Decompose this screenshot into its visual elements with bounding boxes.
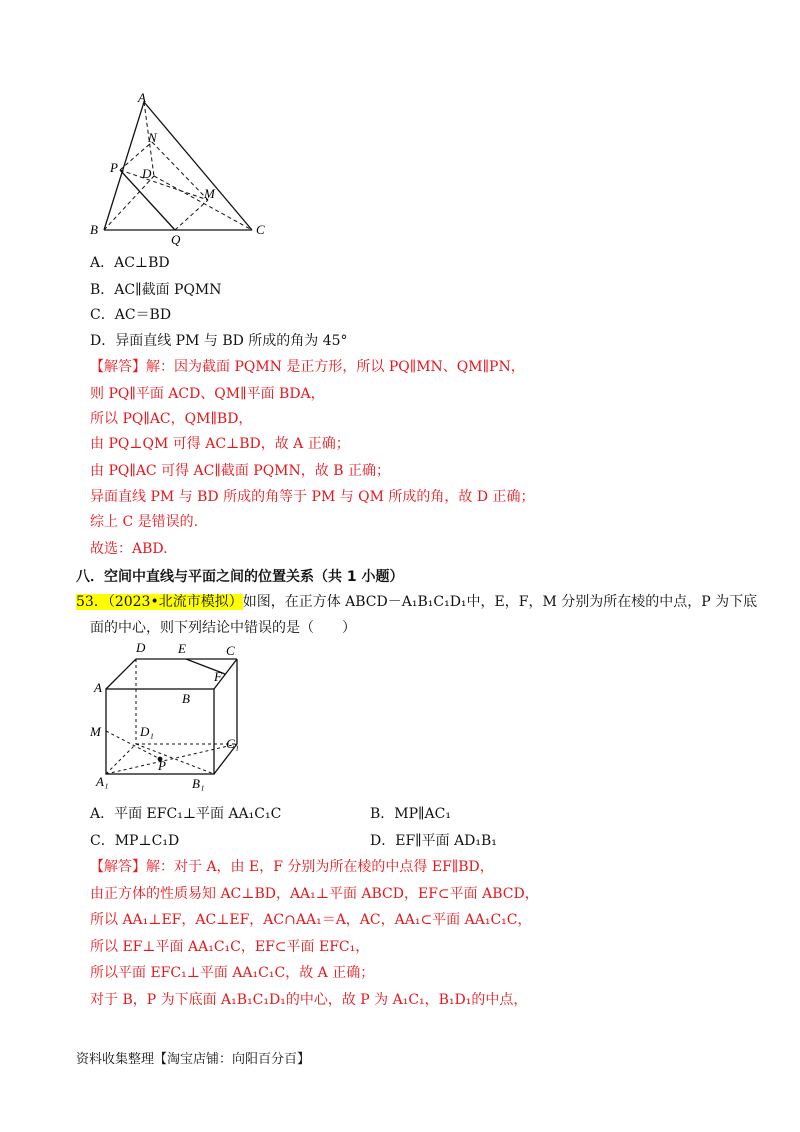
label-C: C <box>226 643 235 658</box>
q53-option-b: B．MP∥AC₁ <box>370 806 451 822</box>
q53-answer-line: 所以 EF⊥平面 AA₁C₁C，EF⊂平面 EFC₁， <box>90 939 370 955</box>
q53-answer-line: 【解答】解：对于 A，由 E，F 分别为所在棱的中点得 EF∥BD， <box>90 859 494 875</box>
label-C1: C₁ <box>226 736 240 751</box>
q53-answer-line: 对于 B，P 为下底面 A₁B₁C₁D₁的中心，故 P 为 A₁C₁，B₁D₁的中点， <box>90 992 528 1008</box>
cube-figure <box>84 636 264 798</box>
label-A1: A₁ <box>96 774 109 789</box>
question-text: 如图，在正方体 ABCD－A₁B₁C₁D₁中，E，F，M 分别为所在棱的中点，P 为下底 <box>242 594 758 610</box>
q52-answer-line: 则 PQ∥平面 ACD、QM∥平面 BDA， <box>90 386 325 402</box>
question-number: 53．（2023•北流市模拟） <box>76 594 243 610</box>
q53-option-c: C．MP⊥C₁D <box>90 833 180 849</box>
label-Q: Q <box>171 232 181 247</box>
q52-option-a: A．AC⊥BD <box>90 255 170 271</box>
label-D1: D₁ <box>140 724 154 739</box>
q52-answer-line: 【解答】解：因为截面 PQMN 是正方形，所以 PQ∥MN、QM∥PN， <box>90 359 525 375</box>
q53-option-d: D．EF∥平面 AD₁B₁ <box>370 833 497 849</box>
q53-answer-line: 由正方体的性质易知 AC⊥BD，AA₁⊥平面 ABCD，EF⊂平面 ABCD， <box>90 886 539 902</box>
label-D: D <box>136 640 146 655</box>
q52-answer-line: 由 PQ∥AC 可得 AC∥截面 PQMN，故 B 正确； <box>90 463 390 479</box>
label-P: P <box>110 160 118 175</box>
footer-text: 资料收集整理【淘宝店铺：向阳百分百】 <box>76 1052 311 1067</box>
section-heading: 八．空间中直线与平面之间的位置关系（共 1 小题） <box>76 569 404 585</box>
label-M: M <box>204 186 215 201</box>
q53-answer-line: 所以平面 EFC₁⊥平面 AA₁C₁C，故 A 正确； <box>90 965 375 981</box>
label-N: N <box>148 130 157 145</box>
q52-option-c: C．AC＝BD <box>90 307 172 323</box>
label-A: A <box>138 90 146 105</box>
q52-answer-line: 由 PQ⊥QM 可得 AC⊥BD，故 A 正确； <box>90 436 350 452</box>
tetrahedron-figure <box>80 90 280 250</box>
label-P: P <box>158 758 166 773</box>
q52-answer-line: 异面直线 PM 与 BD 所成的角等于 PM 与 QM 所成的角，故 D 正确； <box>90 489 535 505</box>
q53-answer-line: 所以 AA₁⊥EF，AC⊥EF，AC∩AA₁＝A，AC，AA₁⊂平面 AA₁C₁C， <box>90 912 532 928</box>
q52-answer-line: 故选：ABD. <box>90 541 168 557</box>
q52-option-b: B．AC∥截面 PQMN <box>90 282 222 298</box>
label-M: M <box>90 724 101 739</box>
label-D: D <box>142 166 152 181</box>
label-F: F <box>214 669 222 684</box>
label-C: C <box>256 222 265 237</box>
q52-answer-line: 所以 PQ∥AC，QM∥BD， <box>90 411 253 427</box>
label-B: B <box>182 691 190 706</box>
q53-option-a: A．平面 EFC₁⊥平面 AA₁C₁C <box>90 806 282 822</box>
q52-answer-line: 综上 C 是错误的. <box>90 514 199 530</box>
label-B: B <box>90 222 98 237</box>
label-B1: B₁ <box>192 776 205 791</box>
label-E: E <box>178 641 186 656</box>
label-A: A <box>94 680 102 695</box>
q52-option-d: D．异面直线 PM 与 BD 所成的角为 45° <box>90 333 348 349</box>
question-text-cont: 面的中心，则下列结论中错误的是（ ） <box>90 620 356 636</box>
